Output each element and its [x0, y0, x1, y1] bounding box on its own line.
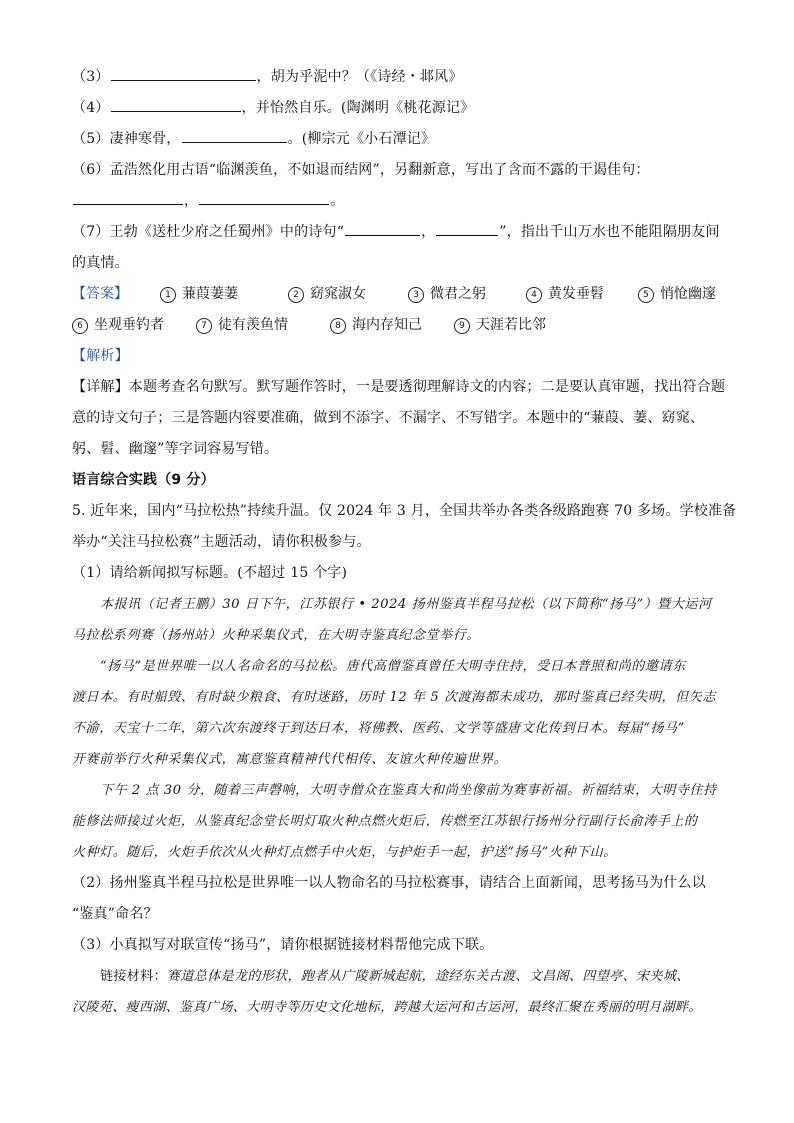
- q3-number: （3）: [72, 69, 110, 85]
- number-5-icon: 5: [638, 287, 654, 303]
- document-page: [72, 62, 737, 1023]
- news-line-1: 本报讯（记者王鹏）30 日下午，江苏银行 • 2024 扬州鉴真半程马拉松（以下简称“扬马”）暨大运河: [100, 597, 712, 612]
- analysis-label: 【解析】: [72, 348, 129, 364]
- news-line-7: 下午 2 点 30 分，随着三声磬响，大明寺僧众在鉴真大和尚坐像前为赛事祈福。祈福结束，大明寺住持: [100, 783, 717, 798]
- q6-period: 。: [330, 193, 345, 209]
- number-9-icon: 9: [454, 318, 470, 334]
- answer-row-1: [72, 279, 732, 310]
- number-3-icon: 3: [408, 287, 424, 303]
- link-material-line2: [72, 992, 732, 1023]
- analysis-line-2: 意的诗文句子；三是答题内容要准确，做到不添字、不漏字、不写错字。本题中的“蒹葭、萋、窈窕、: [72, 410, 705, 426]
- link-material-text-1: 赛道总体是龙的形状，跑者从广陵新城起航，途经东关古渡、文昌阁、四望亭、宋夹城、: [167, 969, 690, 984]
- answer-item-6: 6 坐观垂钓者: [72, 310, 196, 341]
- section-title: 语言综合实践（9 分）: [72, 472, 215, 488]
- q7-blank-1: [345, 219, 420, 236]
- number-4-icon: 4: [526, 287, 542, 303]
- q7-blank-2: [436, 219, 498, 236]
- q6-comma: ，: [184, 193, 199, 209]
- q6-blank-2: [199, 188, 329, 205]
- q7-comma: ，: [421, 224, 436, 240]
- news-line-3: “扬马”是世界唯一以人名命名的马拉松。唐代高僧鉴真曾任大明寺住持，受日本普照和尚的邀请东: [100, 659, 686, 674]
- q7-text-before: （7）王勃《送杜少府之任蜀州》中的诗句“: [72, 224, 345, 240]
- q4-blank: [111, 95, 241, 112]
- news-line-8: 能修法师接过火炬，从鉴真纪念堂长明灯取火种点燃火炬后，传燃至江苏银行扬州分行副行长俞涛手上的: [72, 814, 698, 829]
- q5-text-after: 。(柳宗元《小石潭记》: [287, 131, 436, 147]
- news-line-6: 开赛前举行火种采集仪式，寓意鉴真精神代代相传、友谊火种传遍世界。: [72, 752, 508, 767]
- analysis-line-3: 躬、髫、幽邃”等字词容易写错。: [72, 441, 279, 457]
- question-5-main-line2: 举办“关注马拉松赛”主题活动，请你积极参与。: [72, 534, 371, 550]
- q3-blank: [111, 64, 256, 81]
- q4-number: （4）: [72, 100, 110, 116]
- number-8-icon: 8: [330, 318, 346, 334]
- answer-item-2: 2 窈窕淑女: [288, 279, 408, 310]
- answer-item-7: 7 徒有羡鱼情: [196, 310, 330, 341]
- answer-item-8: 8 海内存知己: [330, 310, 454, 341]
- answer-item-3: 3 微君之躬: [408, 279, 526, 310]
- number-6-icon: 6: [72, 318, 88, 334]
- answer-item-4: 4 黄发垂髫: [526, 279, 638, 310]
- question-7-line1: [72, 217, 732, 248]
- link-material-line1: [72, 961, 732, 992]
- q7-text-after: ”，指出千山万水也不能阻隔朋友间: [499, 224, 720, 240]
- answer-item-1: 1 蒹葭萋萋: [160, 279, 288, 310]
- q6-blank-1: [73, 188, 183, 205]
- question-5-main-line1: 5. 近年来，国内“马拉松热”持续升温。仅 2024 年 3 月，全国共举办各类各级路跑赛 70 多场。学校准备: [72, 503, 737, 519]
- answer-label: 【答案】: [72, 286, 128, 302]
- news-line-4: 渡日本。有时船毁、有时缺少粮食、有时迷路，历时 12 年 5 次渡海都未成功，那时鉴真已经失明，但矢志: [72, 690, 716, 705]
- analysis-line-1: 【详解】本题考查名句默写。默写题作答时，一是要透彻理解诗文的内容；二是要认真审题，找出符合题: [72, 379, 726, 395]
- sub-question-2-line1: （2）扬州鉴真半程马拉松是世界唯一以人物命名的马拉松赛事，请结合上面新闻，思考扬马为什么以: [72, 875, 706, 891]
- question-4: [72, 93, 732, 124]
- answer-item-5: 5 悄怆幽邃: [638, 279, 716, 310]
- question-7-line2: 的真情。: [72, 255, 129, 271]
- answer-block: [72, 279, 732, 341]
- sub-question-3: （3）小真拟写对联宣传“扬马”，请你根据链接材料帮他完成下联。: [72, 937, 494, 953]
- question-5-recite: [72, 124, 732, 155]
- answer-row-2: [72, 310, 732, 341]
- link-material-label: 链接材料：: [100, 969, 168, 984]
- number-2-icon: 2: [288, 287, 304, 303]
- sub-question-2-line2: “鉴真”命名？: [72, 906, 158, 922]
- q3-text: ，胡为乎泥中？（《诗经・邶风》: [256, 69, 463, 85]
- number-1-icon: 1: [160, 287, 176, 303]
- number-7-icon: 7: [196, 318, 212, 334]
- question-6-line1: （6）孟浩然化用古语“临渊羡鱼，不如退而结网”，另翻新意，写出了含而不露的干谒佳句：: [72, 162, 650, 178]
- link-material-text-2: 汉陵苑、瘦西湖、鉴真广场、大明寺等历史文化地标，跨越大运河和古运河，最终汇聚在秀丽的明月湖畔。: [72, 1000, 702, 1015]
- answer-item-9: 9 天涯若比邻: [454, 310, 546, 341]
- sub-question-1: （1）请给新闻拟写标题。(不超过 15 个字): [72, 565, 348, 581]
- news-line-5: 不渝，天宝十二年，第六次东渡终于到达日本，将佛教、医药、文学等盛唐文化传到日本。每届“扬马”: [72, 721, 685, 736]
- news-line-9: 火种灯。随后，火炬手依次从火种灯点燃手中火炬，与护炬手一起，护送“扬马”火种下山。: [72, 845, 617, 860]
- news-line-2: 马拉松系列赛（扬州站）火种采集仪式，在大明寺鉴真纪念堂举行。: [72, 628, 481, 643]
- question-6-line2: [72, 186, 732, 217]
- q4-text: ，并怡然自乐。(陶渊明《桃花源记》: [241, 100, 475, 116]
- q5-blank: [182, 126, 287, 143]
- question-3: [72, 62, 732, 93]
- q5-text-before: （5）凄神寒骨，: [72, 131, 181, 147]
